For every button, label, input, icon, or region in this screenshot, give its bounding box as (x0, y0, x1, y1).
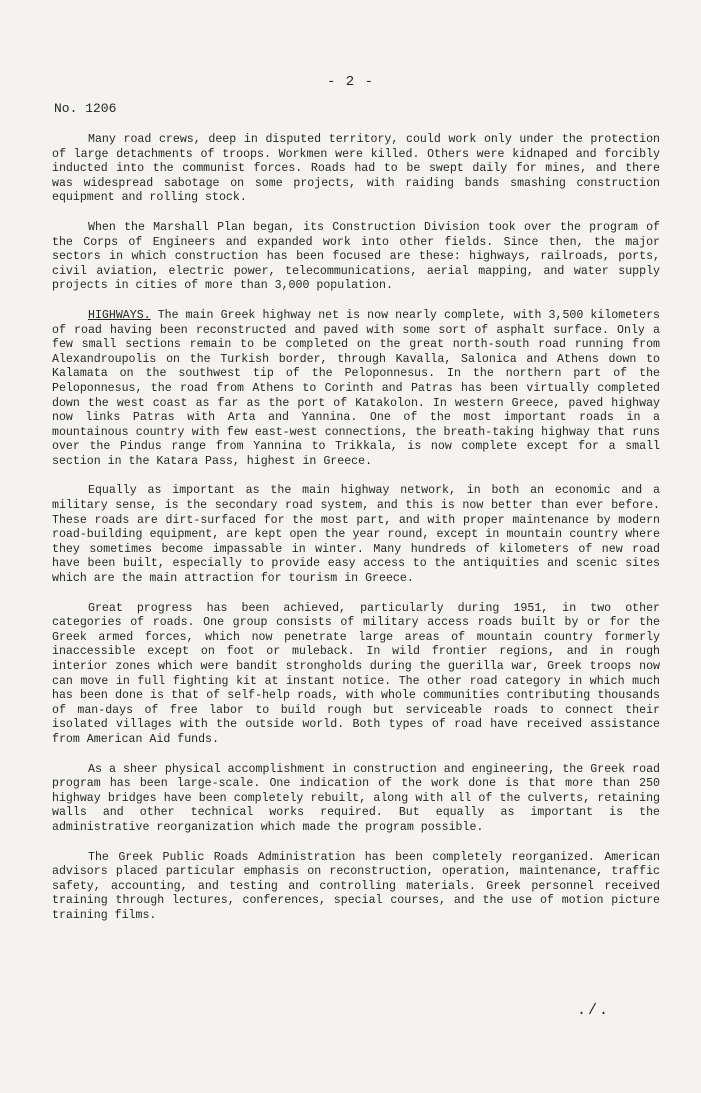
page-number: - 2 - (326, 74, 374, 90)
document-number: No. 1206 (54, 101, 117, 116)
paragraph-public-roads-administration: The Greek Public Roads Administration has been completely reorganized. American advisors placed particular emphasis on reconstruction, operation, maintenance, traffic safety, accounting, and testing and controlling materials. Greek personnel received training through lectures, conferences, special courses, and the use of motion picture training films. (52, 850, 660, 922)
paragraph-highways (52, 309, 660, 470)
paragraph-physical-accomplishment: As a sheer physical accomplishment in construction and engineering, the Greek road program has been large-scale. One indication of the work done is that more than 250 highway bridges have been completely rebuilt, along with all of the culverts, retaining walls and other technical works required. But equally as important is the administrative reorganization which made the program possible. (52, 762, 660, 834)
paragraph-marshall-plan: When the Marshall Plan began, its Construction Division took over the program of the Corps of Engineers and expanded work into other fields. Since then, the major sectors in which construction has been focused are these: highways, railroads, ports, civil aviation, electric power, telecommunications, aerial mapping, and water supply projects in cities of more than 3,000 population. (52, 220, 660, 293)
continuation-mark: ./. (577, 1002, 611, 1019)
section-heading-highways: HIGHWAYS. (88, 308, 151, 322)
paragraph-secondary-roads: Equally as important as the main highway network, in both an economic and a military sense, is the secondary road system, and this is now better than ever before. These roads are dirt-surfaced for the most part, and with proper maintenance by modern road-building equipment, are kept open the year round, except in mountain country where they sometimes become impassable in winter. Many hundreds of kilometers of new road have been built, especially to provide easy access to the antiquities and scenic sites which are the main attraction for tourism in Greece. (52, 484, 660, 586)
highways-text: The main Greek highway net is now nearly complete, with 3,500 kilometers of road having been reconstructed and paved with some sort of asphalt surface. Only a few small sections remain to be completed on the great north-south road running from Alexandroupolis on the Turkish border, through Kavalla, Salonica and Athens down to Kalamata on the southwest tip of the Peloponnesus. In the northern part of the Peloponnesus, the road from Athens to Corinth and Patras has been virtually completed down the west coast as far as the port of Katakolon. In western Greece, paved highway now links Patras with Arta and Yannina. One of the most important roads in a mountainous country with few east-west connections, the breath-taking highway that runs over the Pindus range from Yannina to Trikkala, is now complete except for a small section in the Katara Pass, highest in Greece. (52, 308, 660, 468)
document-body (52, 133, 660, 924)
paragraph-great-progress: Great progress has been achieved, particularly during 1951, in two other categories of roads. One group consists of military access roads built by or for the Greek armed forces, which now penetrate large areas of mountain country formerly inaccessible except on foot or muleback. In wild frontier regions, and in rough interior zones which were bandit strongholds during the guerilla war, Greek troops now can move in full fighting kit at instant notice. The other road category in which much has been done is that of self-help roads, with whole communities contributing thousands of man-days of free labor to build rough but serviceable roads to connect their isolated villages with the outside world. Both types of road have received assistance from American Aid funds. (52, 601, 660, 746)
paragraph-road-crews: Many road crews, deep in disputed territory, could work only under the protection of large detachments of troops. Workmen were killed. Others were kidnaped and forcibly inducted into the communist forces. Roads had to be swept daily for mines, and there was widespread sabotage on some projects, with raiding bands smashing construction equipment and rolling stock. (52, 133, 660, 205)
